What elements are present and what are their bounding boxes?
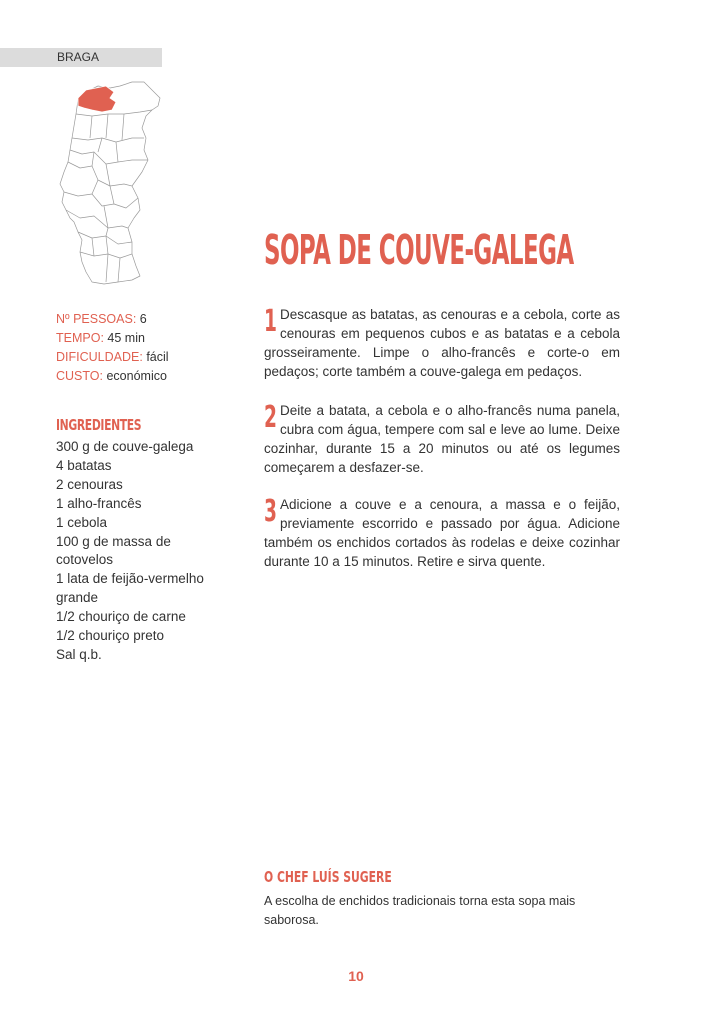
region-label: BRAGA — [57, 50, 100, 64]
step-text: Deite a batata, a cebola e o alho-francês numa panela, cubra com água, tempere com sal e leve ao lume. Deixe cozinhar, durante 15 a 20 minutos ou até os legumes começarem a desfazer-se. — [264, 403, 620, 475]
step-text: Descasque as batatas, as cenouras e a cebola, corte as cenouras em pequenos cubos e as batatas e a cebola grosseiramente. Limpe o alho-francês e corte-o em pedaços; corte também a couve-galega em pedaços. — [264, 307, 620, 379]
portugal-map — [52, 68, 166, 294]
list-item: 1/2 chouriço preto — [56, 628, 165, 644]
meta-difficulty: DIFICULDADE: fácil — [56, 350, 169, 364]
meta-cost: CUSTO: económico — [56, 369, 167, 383]
recipe-meta — [56, 310, 169, 386]
list-item: 1/2 chouriço de carne — [56, 609, 186, 625]
braga-region-highlight — [78, 86, 116, 112]
meta-time: TEMPO: 45 min — [56, 331, 145, 345]
ingredients-list — [56, 438, 236, 665]
list-item: 1 lata de feijão-vermelho grande — [56, 571, 204, 606]
recipe-title: SOPA DE COUVE-GALEGA — [264, 226, 574, 274]
list-item: Sal q.b. — [56, 646, 102, 662]
page-number: 10 — [348, 968, 364, 984]
portugal-outline — [60, 82, 160, 284]
step-text: Adicione a couve e a cenoura, a massa e o feijão, previamente escorrido e passado por água. Adicione também os enchidos cortados às rodelas e deixe cozinhar durante 10 a 15 minutos. Retire e sirva quente. — [264, 497, 620, 569]
step-number: 2 — [264, 400, 277, 435]
step-1 — [264, 306, 620, 382]
step-2 — [264, 402, 620, 478]
list-item: 2 cenouras — [56, 476, 123, 492]
meta-servings: Nº PESSOAS: 6 — [56, 312, 147, 326]
list-item: 1 alho-francês — [56, 495, 142, 511]
chef-tip-heading: O CHEF LUÍS SUGERE — [264, 868, 392, 886]
region-tab — [0, 48, 162, 67]
list-item: 1 cebola — [56, 514, 108, 530]
step-3 — [264, 496, 620, 572]
list-item: 300 g de couve-galega — [56, 439, 194, 454]
chef-tip-text: A escolha de enchidos tradicionais torna esta sopa mais saborosa. — [264, 894, 576, 927]
list-item: 100 g de massa de cotovelos — [56, 533, 171, 568]
ingredients-heading: INGREDIENTES — [56, 416, 142, 434]
step-number: 1 — [264, 304, 277, 339]
step-number: 3 — [264, 494, 277, 529]
list-item: 4 batatas — [56, 457, 112, 473]
